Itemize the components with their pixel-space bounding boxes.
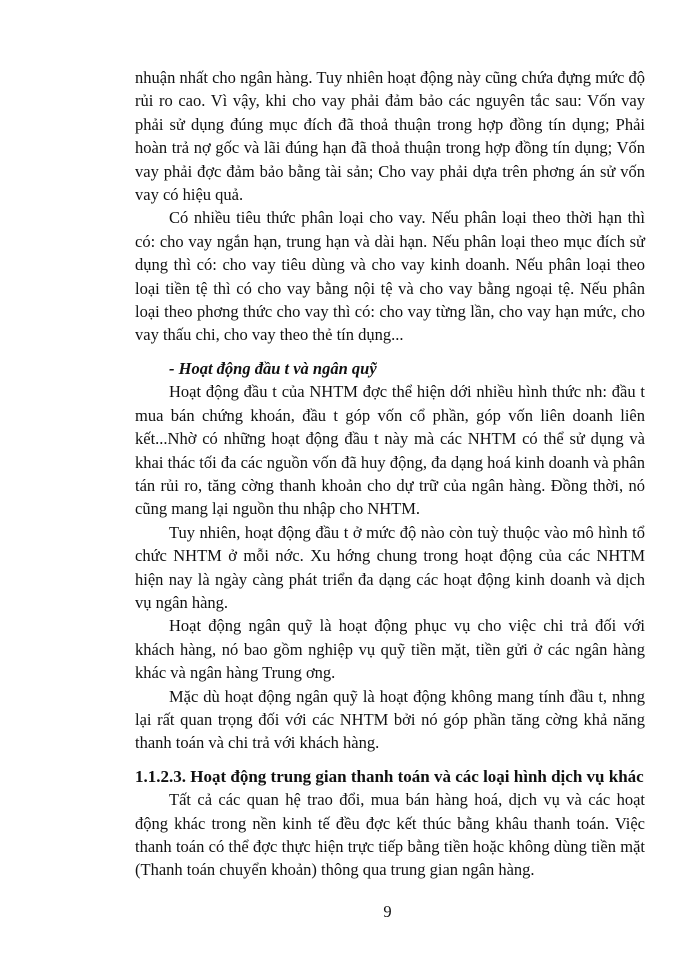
- paragraph: Hoạt động đầu t của NHTM đợc thể hiện dới nhiều hình thức nh: đầu t mua bán chứng khoán, đầu t góp vốn cổ phần, góp vốn liên doanh liên kết...Nhờ có những hoạt động đầu t này mà các NHTM có thể sử dụng và khai thác tối đa các nguồn vốn đã huy động, đa dạng hoá kinh doanh và phân tán rủi ro, tăng cờng thanh khoản cho dự trữ của ngân hàng. Đồng thời, nó cũng mang lại nguồn thu nhập cho NHTM.: [135, 382, 645, 519]
- paragraph: Có nhiều tiêu thức phân loại cho vay. Nếu phân loại theo thời hạn thì có: cho vay ngắn hạn, trung hạn và dài hạn. Nếu phân loại theo mục đích sử dụng thì có: cho vay tiêu dùng và cho vay kinh doanh. Nếu phân loại theo loại tiền tệ thì có cho vay bằng nội tệ và cho vay bằng ngoại tệ. Nếu phân loại theo phơng thức cho vay thì có: cho vay từng lần, cho vay hạn mức, cho vay thấu chi, cho vay theo thẻ tín dụng...: [135, 208, 645, 345]
- body-text: [135, 66, 645, 882]
- paragraph: Tuy nhiên, hoạt động đầu t ở mức độ nào còn tuỳ thuộc vào mô hình tổ chức NHTM ở mỗi nớc. Xu hớng chung trong hoạt động của các NHTM hiện nay là ngày càng phát triển đa dạng các hoạt động kinh doanh và dịch vụ ngân hàng.: [135, 522, 645, 612]
- section-heading: 1.1.2.3. Hoạt động trung gian thanh toán và các loại hình dịch vụ khác: [135, 766, 644, 786]
- paragraph: Hoạt động ngân quỹ là hoạt động phục vụ cho việc chi trả đối với khách hàng, nó bao gồm nghiệp vụ quỹ tiền mặt, tiền gửi ở các ngân hàng khác và ngân hàng Trung ơng.: [135, 616, 645, 683]
- paragraph: Mặc dù hoạt động ngân quỹ là hoạt động không mang tính đầu t, nhng lại rất quan trọng đối với các NHTM bởi nó góp phần tăng cờng khả năng thanh toán và chi trả với khách hàng.: [135, 686, 645, 753]
- paragraph: Tất cả các quan hệ trao đổi, mua bán hàng hoá, dịch vụ và các hoạt động khác trong nền kinh tế đều đợc kết thúc bằng khâu thanh toán. Việc thanh toán có thể đợc thực hiện trực tiếp bằng tiền hoặc không dùng tiền mặt (Thanh toán chuyển khoản) thông qua trung gian ngân hàng.: [135, 790, 645, 880]
- subheading: - Hoạt động đầu t và ngân quỹ: [169, 358, 377, 378]
- page-number: 9: [383, 902, 392, 921]
- paragraph: nhuận nhất cho ngân hàng. Tuy nhiên hoạt động này cũng chứa đựng mức độ rủi ro cao. Vì vậy, khi cho vay phải đảm bảo các nguyên tắc sau: Vốn vay phải sử dụng đúng mục đích đã thoả thuận trong hợp đồng tín dụng; Phải hoàn trả nợ gốc và lãi đúng hạn đã thoả thuận trong hợp đồng tín dụng; Vốn vay phải đợc đảm bảo bằng tài sản; Cho vay phải dựa trên phơng án sử vốn vay có hiệu quả.: [135, 68, 645, 205]
